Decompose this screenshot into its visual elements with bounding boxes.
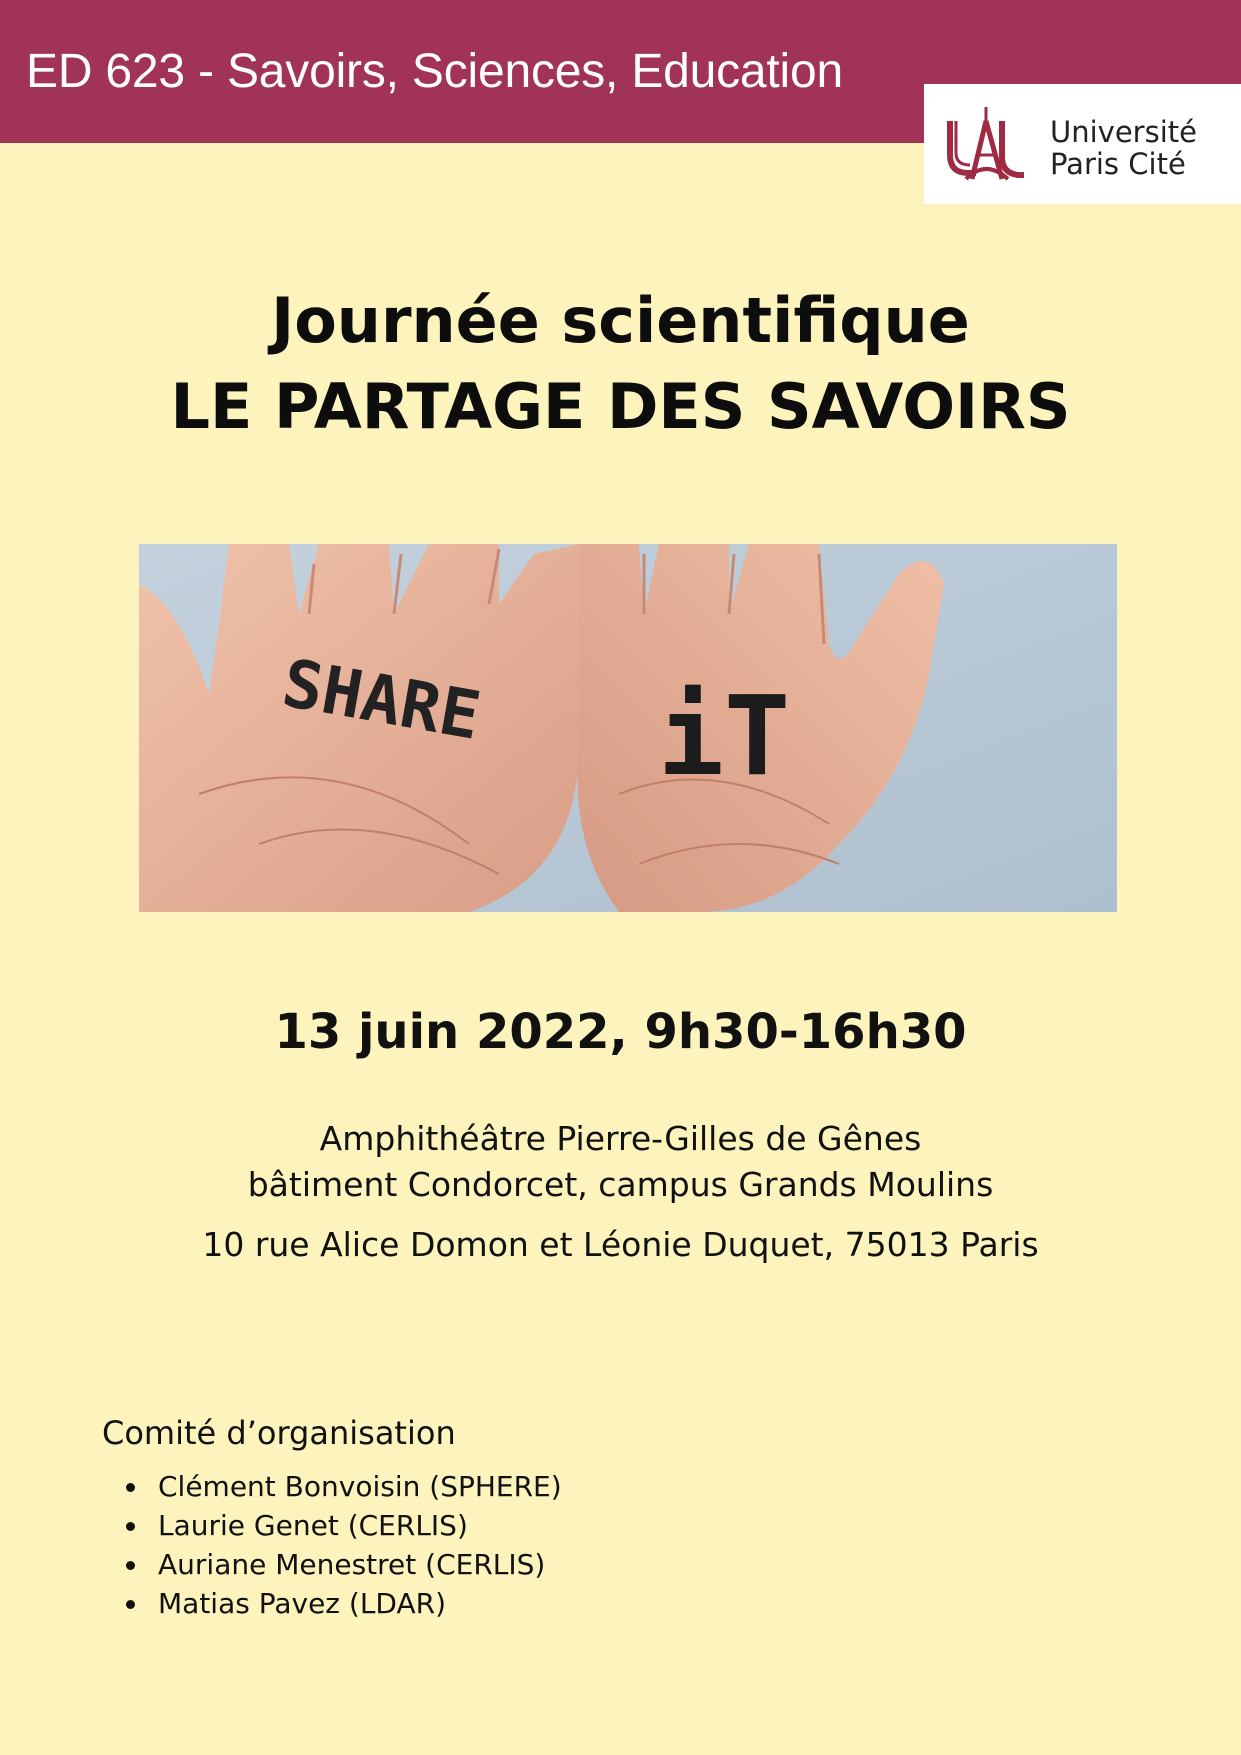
hands-illustration (139, 544, 1117, 912)
doctoral-school-title: ED 623 - Savoirs, Sciences, Education (26, 45, 844, 98)
university-name (1050, 116, 1197, 180)
committee-member: Matias Pavez (LDAR) (126, 1584, 562, 1623)
share-it-hands-photo (139, 544, 1117, 912)
university-name-line2: Paris Cité (1050, 147, 1186, 181)
committee-title: Comité d’organisation (102, 1414, 456, 1452)
venue-line1: Amphithéâtre Pierre-Gilles de Gênes (319, 1119, 922, 1158)
event-title (0, 278, 1241, 450)
committee-list (126, 1467, 562, 1623)
share-handwriting: SHARE (276, 644, 487, 755)
venue-line2: bâtiment Condorcet, campus Grands Moulins (247, 1165, 994, 1204)
event-date: 13 juin 2022, 9h30-16h30 (274, 1004, 967, 1060)
committee-member: Clément Bonvoisin (SPHERE) (126, 1467, 562, 1506)
committee-member: Laurie Genet (CERLIS) (126, 1506, 562, 1545)
event-venue (0, 1116, 1241, 1208)
event-title-line1: Journée scientifique (271, 284, 970, 357)
it-handwriting: iT (657, 672, 791, 800)
event-address: 10 rue Alice Domon et Léonie Duquet, 75013 Paris (202, 1225, 1039, 1264)
university-logo (924, 84, 1241, 204)
university-name-line1: Université (1050, 115, 1197, 149)
university-emblem-icon (946, 103, 1028, 185)
event-title-line2: LE PARTAGE DES SAVOIRS (170, 370, 1071, 443)
committee-member: Auriane Menestret (CERLIS) (126, 1545, 562, 1584)
